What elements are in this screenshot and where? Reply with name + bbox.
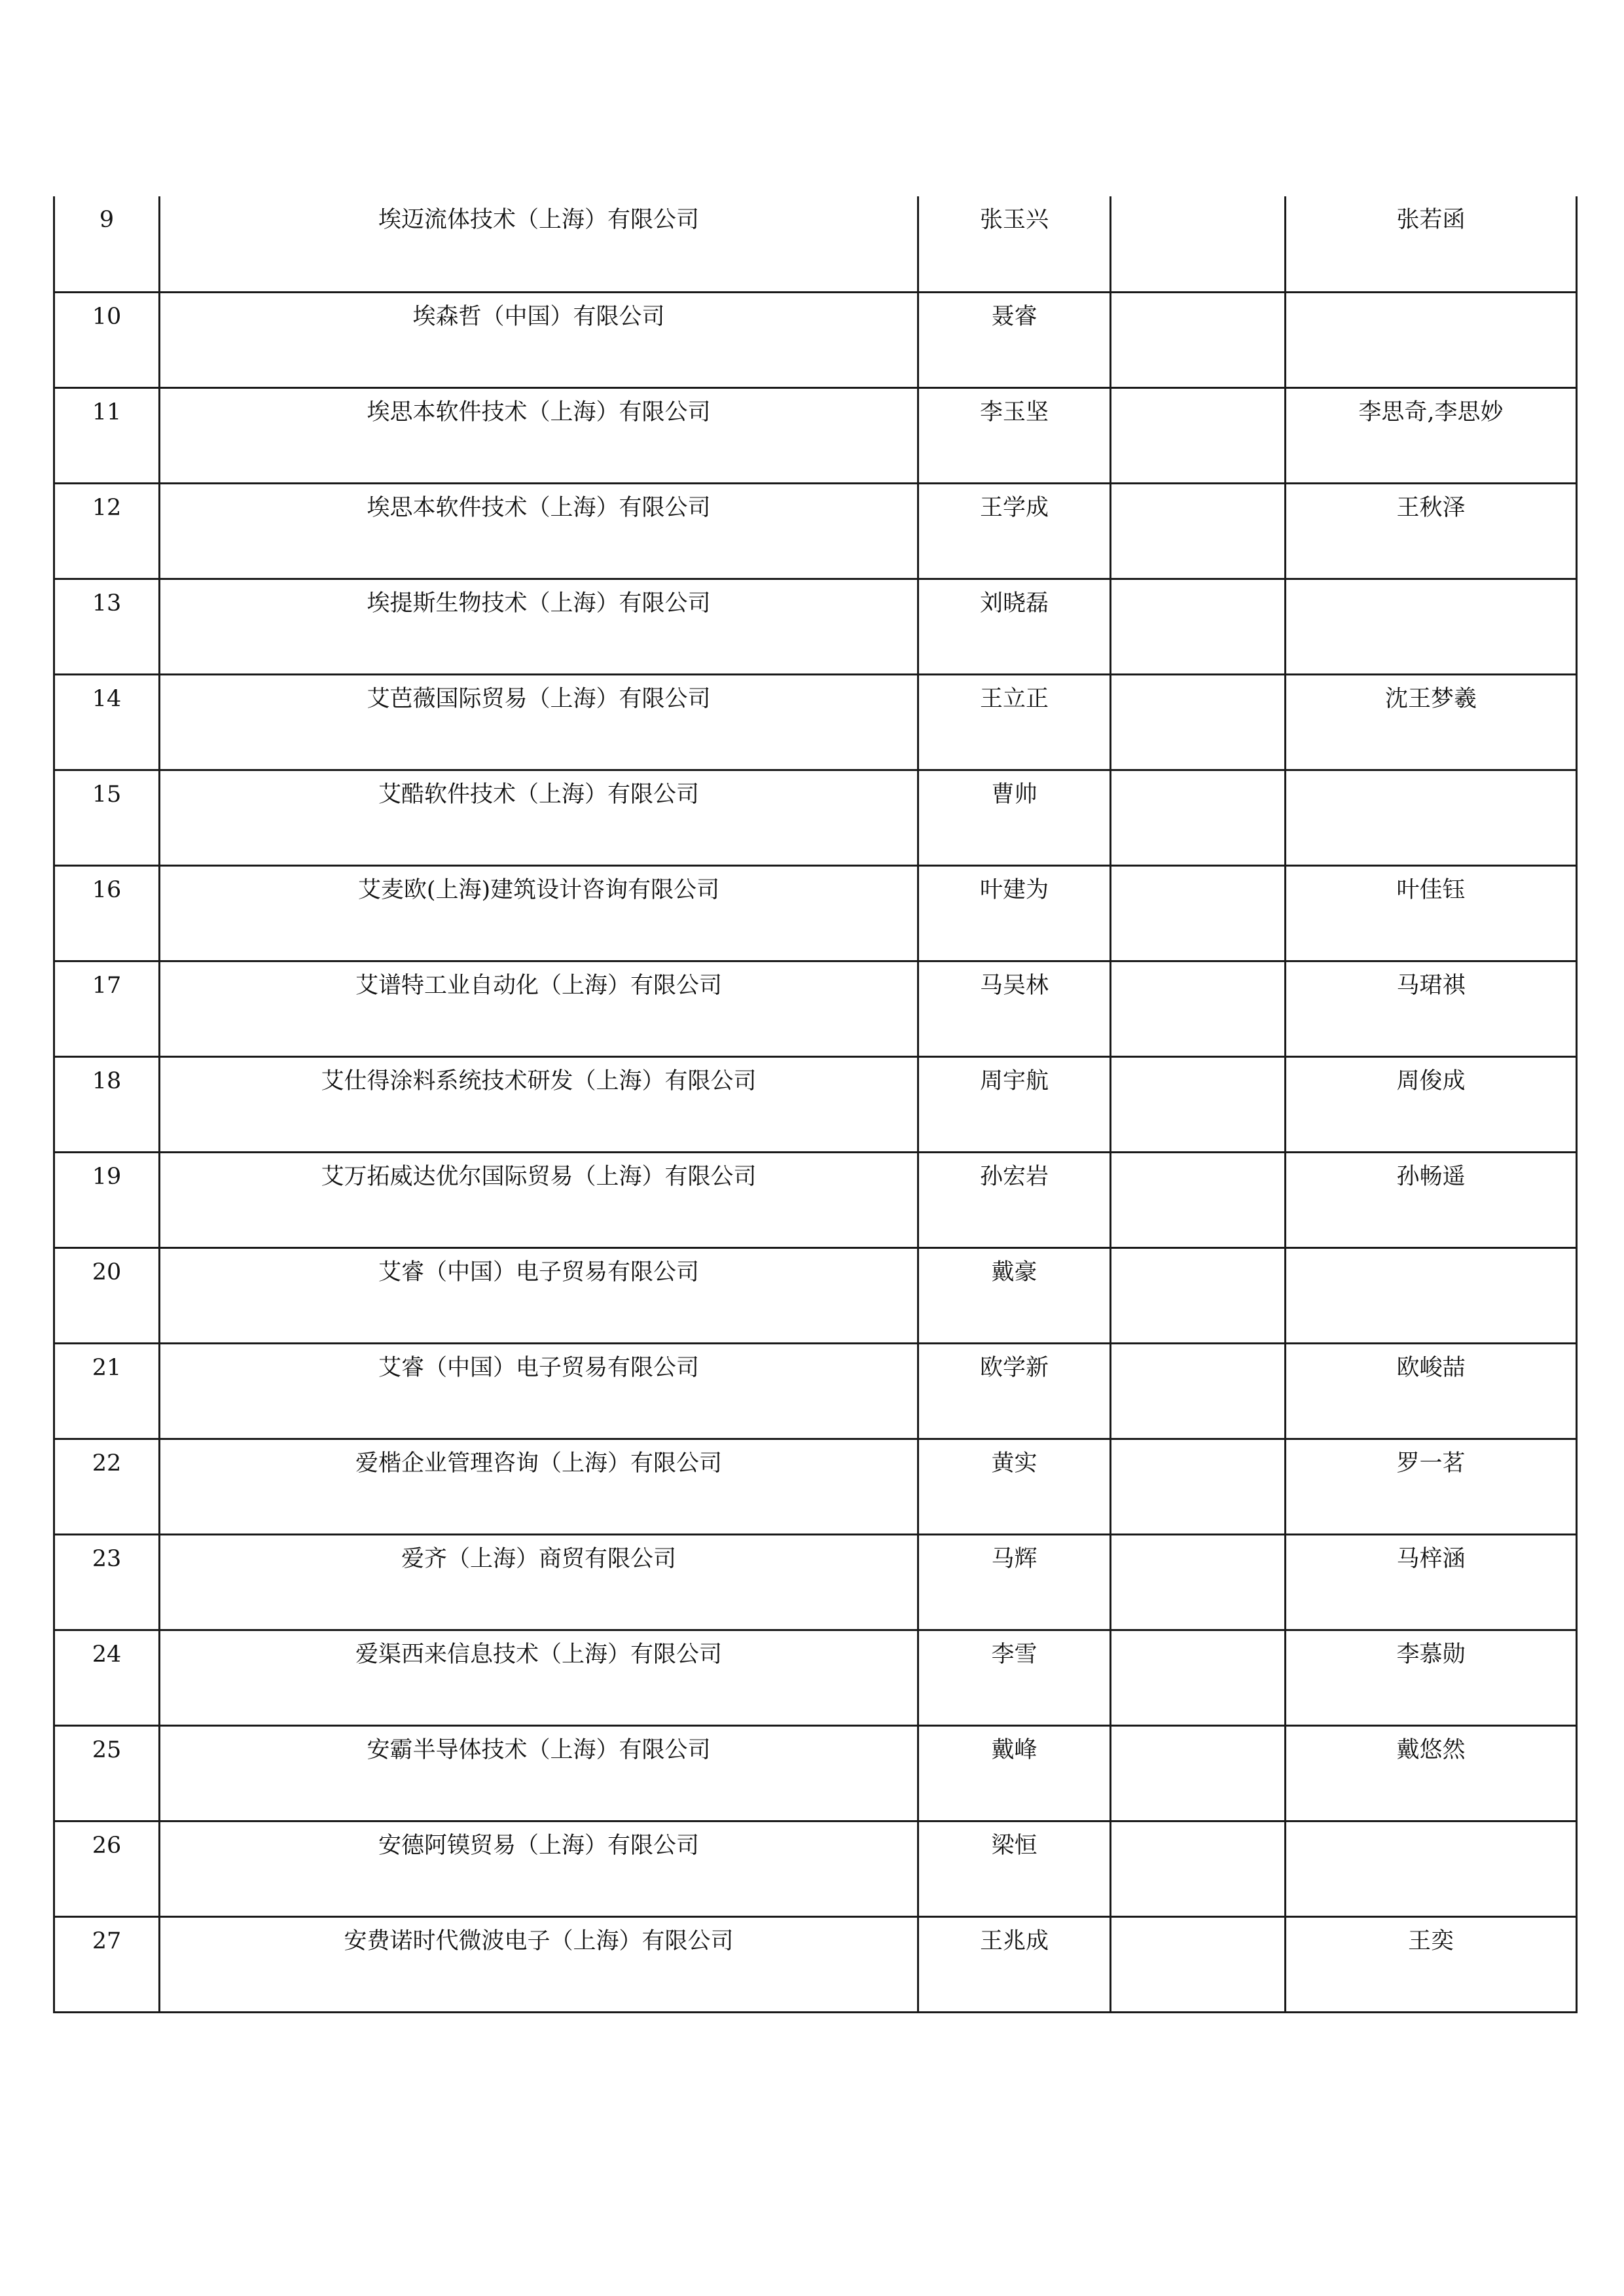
row-number-cell [54,1152,160,1247]
row-number-cell-text: 14 [92,685,122,712]
table-row [54,1821,1577,1916]
employee-name-cell-text: 周宇航 [979,1067,1049,1094]
blank-cell-text [1111,580,1284,589]
child-name-cell-text: 沈王梦羲 [1384,685,1477,712]
employee-name-cell-text: 李玉坚 [979,399,1049,425]
employee-name-cell [918,1152,1111,1247]
blank-cell-text [1111,867,1284,876]
roster-table-body [54,196,1577,2012]
blank-cell [1111,770,1286,865]
table-row [54,1247,1577,1343]
company-name-cell-text: 爱楷企业管理咨询（上海）有限公司 [355,1450,722,1477]
employee-name-cell [918,1247,1111,1343]
child-name-cell-text: 周俊成 [1396,1067,1466,1094]
employee-name-cell [918,865,1111,961]
employee-name-cell [918,292,1111,387]
row-number-cell [54,196,160,292]
child-name-cell [1286,770,1577,865]
child-name-cell [1286,196,1577,292]
blank-cell-text [1111,293,1284,302]
table-row [54,1152,1577,1247]
child-name-cell [1286,579,1577,674]
child-name-cell-text: 张若函 [1396,207,1466,233]
blank-cell-text [1111,389,1284,398]
employee-name-cell-text: 王学成 [979,494,1049,521]
child-name-cell [1286,292,1577,387]
table-row [54,961,1577,1056]
blank-cell [1111,961,1286,1056]
row-number-cell [54,1534,160,1630]
company-name-cell-text: 埃提斯生物技术（上海）有限公司 [367,590,711,617]
employee-name-cell [918,387,1111,483]
child-name-cell-text: 罗一茗 [1396,1450,1466,1477]
table-row [54,387,1577,483]
employee-name-cell-text: 梁恒 [991,1832,1038,1859]
blank-cell-text [1111,196,1284,206]
table-row [54,1916,1577,2012]
employee-name-cell-text: 聂睿 [991,303,1038,330]
company-name-cell-text: 埃思本软件技术（上海）有限公司 [367,399,711,425]
child-name-cell [1286,1630,1577,1725]
child-name-cell-text: 李慕勋 [1396,1641,1466,1668]
blank-cell-text [1111,1918,1284,1927]
child-name-cell [1286,1247,1577,1343]
row-number-cell [54,1630,160,1725]
child-name-cell-text: 马珺祺 [1396,972,1466,999]
blank-cell [1111,483,1286,579]
child-name-cell-text: 戴悠然 [1396,1736,1466,1763]
employee-name-cell [918,1056,1111,1152]
blank-cell [1111,1247,1286,1343]
blank-cell-text [1111,1153,1284,1162]
employee-name-cell-text: 马吴林 [979,972,1049,999]
child-name-cell-text [1286,580,1576,589]
blank-cell [1111,1630,1286,1725]
child-name-cell [1286,1534,1577,1630]
child-name-cell-text: 王奕 [1407,1928,1454,1954]
child-name-cell [1286,1152,1577,1247]
blank-cell-text [1111,771,1284,780]
blank-cell-text [1111,962,1284,971]
row-number-cell-text: 9 [99,207,115,233]
row-number-cell-text: 26 [92,1832,122,1859]
child-name-cell-text: 王秋泽 [1396,494,1466,521]
child-name-cell-text [1286,1822,1576,1831]
company-name-cell [160,1725,918,1821]
row-number-cell [54,1916,160,2012]
row-number-cell-text: 25 [92,1736,122,1763]
company-name-cell [160,770,918,865]
employee-name-cell [918,770,1111,865]
child-name-cell [1286,961,1577,1056]
row-number-cell-text: 12 [92,494,122,521]
company-name-cell [160,1821,918,1916]
company-name-cell [160,1916,918,2012]
table-row [54,1056,1577,1152]
child-name-cell [1286,674,1577,770]
table-row [54,1630,1577,1725]
table-row [54,579,1577,674]
company-name-cell [160,674,918,770]
company-name-cell-text: 艾睿（中国）电子贸易有限公司 [378,1259,699,1285]
employee-name-cell-text: 戴豪 [991,1259,1038,1285]
row-number-cell [54,387,160,483]
company-name-cell-text: 艾万拓威达优尔国际贸易（上海）有限公司 [321,1163,757,1190]
row-number-cell-text: 23 [92,1545,122,1572]
company-name-cell [160,865,918,961]
company-name-cell-text: 爱渠西来信息技术（上海）有限公司 [355,1641,722,1668]
child-name-cell-text: 马梓涵 [1396,1545,1466,1572]
employee-name-cell [918,1821,1111,1916]
blank-cell [1111,387,1286,483]
child-name-cell-text [1286,1249,1576,1258]
employee-name-cell-text: 欧学新 [979,1354,1049,1381]
company-name-cell [160,1343,918,1439]
blank-cell-text [1111,675,1284,685]
child-name-cell [1286,1725,1577,1821]
child-name-cell [1286,1821,1577,1916]
company-name-cell [160,387,918,483]
row-number-cell [54,865,160,961]
table-row [54,292,1577,387]
employee-name-cell [918,961,1111,1056]
child-name-cell [1286,1439,1577,1534]
employee-name-cell-text: 李雪 [991,1641,1038,1668]
blank-cell [1111,1343,1286,1439]
employee-name-cell-text: 王兆成 [979,1928,1049,1954]
company-name-cell [160,1439,918,1534]
row-number-cell [54,770,160,865]
company-name-cell [160,1247,918,1343]
row-number-cell-text: 24 [92,1641,122,1668]
child-name-cell [1286,1343,1577,1439]
blank-cell [1111,579,1286,674]
employee-name-cell [918,483,1111,579]
table-row [54,196,1577,292]
row-number-cell [54,1725,160,1821]
company-name-cell-text: 安费诺时代微波电子（上海）有限公司 [344,1928,734,1954]
child-name-cell [1286,865,1577,961]
employee-name-cell [918,1534,1111,1630]
company-name-cell-text: 艾睿（中国）电子贸易有限公司 [378,1354,699,1381]
row-number-cell-text: 21 [92,1354,122,1381]
company-name-cell [160,1630,918,1725]
company-name-cell [160,1152,918,1247]
company-name-cell-text: 艾仕得涂料系统技术研发（上海）有限公司 [321,1067,757,1094]
blank-cell-text [1111,1727,1284,1736]
blank-cell [1111,1821,1286,1916]
company-name-cell-text: 埃迈流体技术（上海）有限公司 [378,207,699,233]
table-row [54,1534,1577,1630]
company-name-cell [160,196,918,292]
company-name-cell-text: 艾芭薇国际贸易（上海）有限公司 [367,685,711,712]
company-name-cell-text: 艾谱特工业自动化（上海）有限公司 [355,972,722,999]
row-number-cell [54,1247,160,1343]
row-number-cell [54,292,160,387]
child-name-cell-text [1286,771,1576,780]
employee-name-cell-text: 张玉兴 [979,207,1049,233]
table-row [54,1439,1577,1534]
blank-cell-text [1111,1440,1284,1449]
blank-cell [1111,1152,1286,1247]
company-name-cell-text: 艾麦欧(上海)建筑设计咨询有限公司 [357,876,720,903]
row-number-cell [54,1056,160,1152]
blank-cell [1111,865,1286,961]
table-row [54,674,1577,770]
blank-cell [1111,674,1286,770]
blank-cell [1111,1725,1286,1821]
row-number-cell [54,1343,160,1439]
row-number-cell-text: 13 [92,590,122,617]
employee-name-cell-text: 叶建为 [979,876,1049,903]
row-number-cell-text: 15 [92,781,122,808]
blank-cell-text [1111,1249,1284,1258]
employee-name-cell-text: 戴峰 [991,1736,1038,1763]
child-name-cell [1286,387,1577,483]
row-number-cell-text: 27 [92,1928,122,1954]
employee-name-cell-text: 马辉 [991,1545,1038,1572]
company-name-cell [160,483,918,579]
table-row [54,865,1577,961]
child-name-cell [1286,483,1577,579]
blank-cell-text [1111,1631,1284,1640]
row-number-cell-text: 22 [92,1450,122,1477]
row-number-cell-text: 10 [92,303,122,330]
child-name-cell-text: 欧峻喆 [1396,1354,1466,1381]
blank-cell-text [1111,1344,1284,1354]
company-name-cell [160,961,918,1056]
blank-cell [1111,1916,1286,2012]
table-row [54,1725,1577,1821]
company-name-cell-text: 艾酷软件技术（上海）有限公司 [378,781,699,808]
table-row [54,770,1577,865]
company-name-cell-text: 埃思本软件技术（上海）有限公司 [367,494,711,521]
employee-name-cell [918,196,1111,292]
row-number-cell-text: 11 [92,399,122,425]
table-row [54,483,1577,579]
company-name-cell-text: 爱齐（上海）商贸有限公司 [401,1545,676,1572]
company-name-cell-text: 安德阿镆贸易（上海）有限公司 [378,1832,699,1859]
blank-cell-text [1111,1058,1284,1067]
row-number-cell-text: 16 [92,876,122,903]
blank-cell [1111,292,1286,387]
blank-cell [1111,1534,1286,1630]
blank-cell-text [1111,1535,1284,1545]
company-name-cell [160,1534,918,1630]
employee-name-cell [918,1630,1111,1725]
child-name-cell-text [1286,293,1576,302]
roster-table [53,196,1578,2013]
table-row [54,1343,1577,1439]
row-number-cell-text: 20 [92,1259,122,1285]
company-name-cell [160,1056,918,1152]
child-name-cell-text: 叶佳钰 [1396,876,1466,903]
row-number-cell-text: 18 [92,1067,122,1094]
row-number-cell [54,483,160,579]
employee-name-cell-text: 曹帅 [991,781,1038,808]
row-number-cell [54,961,160,1056]
employee-name-cell [918,579,1111,674]
employee-name-cell [918,1916,1111,2012]
child-name-cell-text: 李思奇,李思妙 [1358,399,1504,425]
blank-cell-text [1111,1822,1284,1831]
row-number-cell [54,674,160,770]
employee-name-cell [918,1725,1111,1821]
child-name-cell [1286,1056,1577,1152]
employee-name-cell-text: 刘晓磊 [979,590,1049,617]
row-number-cell-text: 19 [92,1163,122,1190]
blank-cell [1111,1439,1286,1534]
blank-cell-text [1111,484,1284,493]
child-name-cell-text: 孙畅遥 [1396,1163,1466,1190]
employee-name-cell [918,1439,1111,1534]
company-name-cell-text: 安霸半导体技术（上海）有限公司 [367,1736,711,1763]
company-name-cell-text: 埃森哲（中国）有限公司 [412,303,665,330]
employee-name-cell-text: 孙宏岩 [979,1163,1049,1190]
employee-name-cell-text: 黄实 [991,1450,1038,1477]
employee-name-cell-text: 王立正 [979,685,1049,712]
company-name-cell [160,292,918,387]
employee-name-cell [918,1343,1111,1439]
row-number-cell [54,579,160,674]
blank-cell [1111,1056,1286,1152]
row-number-cell [54,1821,160,1916]
row-number-cell-text: 17 [92,972,122,999]
employee-name-cell [918,674,1111,770]
blank-cell [1111,196,1286,292]
company-name-cell [160,579,918,674]
row-number-cell [54,1439,160,1534]
child-name-cell [1286,1916,1577,2012]
